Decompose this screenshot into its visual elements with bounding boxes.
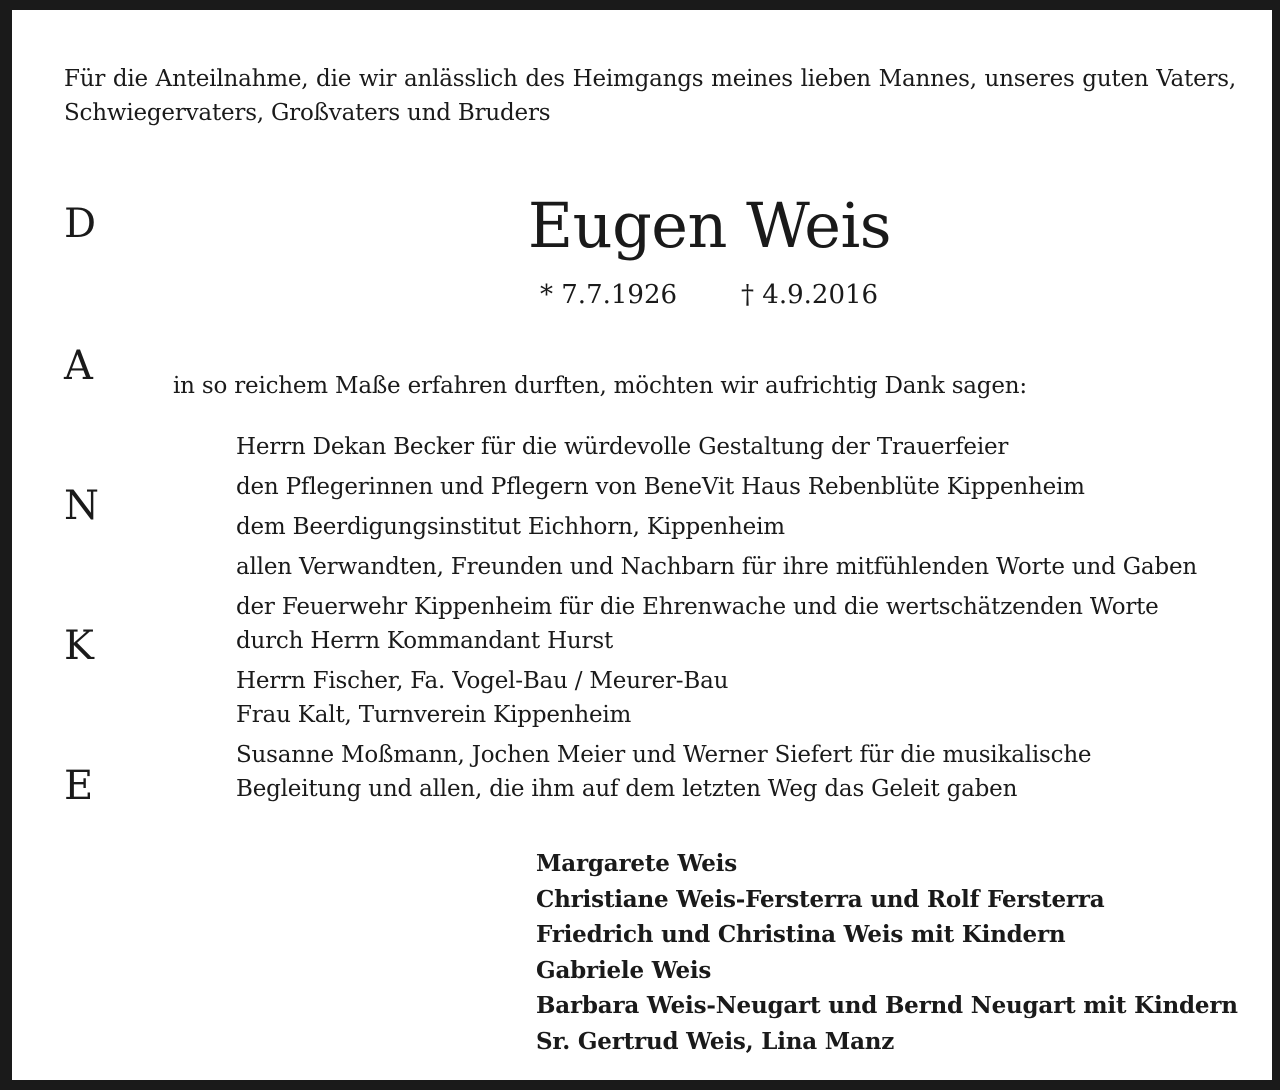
danke-letter-n: N [64, 483, 99, 529]
deceased-name: Eugen Weis [527, 189, 892, 262]
life-dates [540, 278, 878, 312]
thanks-line: allen Verwandten, Freunden und Nachbarn für ihre mitfühlenden Worte und Gaben [236, 554, 1197, 580]
danke-letter-e: E [64, 763, 94, 809]
thanks-item [236, 590, 1246, 658]
thanks-line: den Pflegerinnen und Pflegern von BeneVit Haus Rebenblüte Kippenheim [236, 474, 1085, 500]
thanks-line: durch Herrn Kommandant Hurst [236, 628, 613, 654]
death-date: † 4.9.2016 [741, 280, 879, 310]
thanks-item [236, 664, 1246, 732]
thanks-line: der Feuerwehr Kippenheim für die Ehrenwache und die wertschätzenden Worte [236, 594, 1159, 620]
family-member: Barbara Weis-Neugart und Bernd Neugart mit Kindern [536, 992, 1238, 1019]
family-member: Gabriele Weis [536, 956, 712, 984]
danke-letter-k: K [64, 623, 94, 669]
thanks-item [236, 550, 1246, 584]
thanks-list [236, 430, 1246, 812]
thanks-item [236, 738, 1246, 806]
thanks-line: Herrn Fischer, Fa. Vogel-Bau / Meurer-Bau [236, 668, 729, 694]
family-member: Christiane Weis-Fersterra und Rolf Fersterra [536, 885, 1105, 913]
family-member: Friedrich und Christina Weis mit Kindern [536, 921, 1066, 948]
thanks-line: Susanne Moßmann, Jochen Meier und Werner Siefert für die musikalische [236, 742, 1092, 768]
thanks-line: dem Beerdigungsinstitut Eichhorn, Kippenheim [236, 514, 785, 540]
thanks-line: Begleitung und allen, die ihm auf dem letzten Weg das Geleit gaben [236, 776, 1018, 802]
intro-text: Für die Anteilnahme, die wir anlässlich des Heimgangs meines lieben Mannes, unseres guten Vaters, Schwiegervaters, Großvaters und Bruders [64, 66, 1236, 126]
danke-letter-d: D [64, 201, 97, 247]
thanks-line: Frau Kalt, Turnverein Kippenheim [236, 702, 632, 728]
danke-letter-a: A [64, 343, 93, 389]
lead-text: in so reichem Maße erfahren durften, möchten wir aufrichtig Dank sagen: [173, 373, 1027, 399]
family-member: Margarete Weis [536, 850, 737, 877]
thanks-line: Herrn Dekan Becker für die würdevolle Gestaltung der Trauerfeier [236, 434, 1009, 460]
birth-date: * 7.7.1926 [540, 280, 678, 310]
thanks-item [236, 510, 1246, 544]
family-signatures [536, 846, 1238, 1059]
family-member: Sr. Gertrud Weis, Lina Manz [536, 1027, 895, 1055]
thanks-item [236, 430, 1246, 464]
thanks-item [236, 470, 1246, 504]
